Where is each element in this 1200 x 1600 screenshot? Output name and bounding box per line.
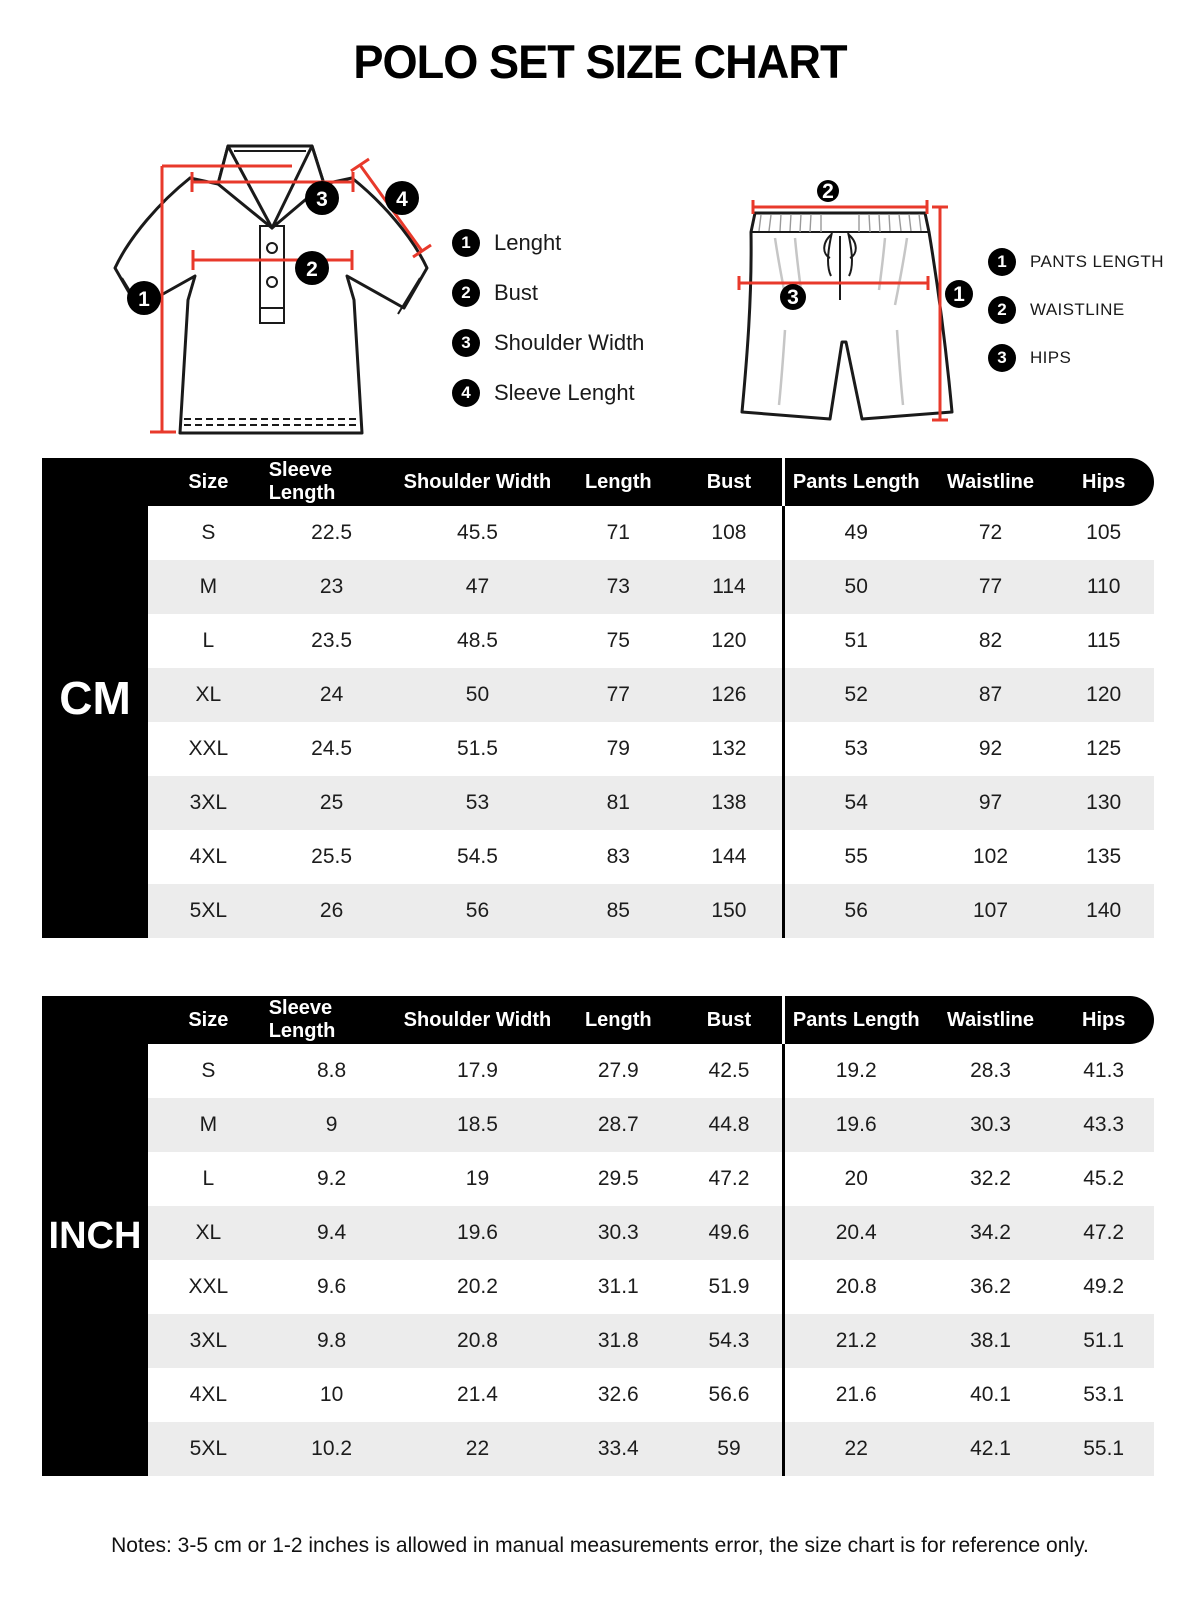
value-cell: 56 xyxy=(782,884,928,938)
table-row xyxy=(148,1368,1154,1422)
value-cell: 85 xyxy=(606,899,630,922)
svg-text:3: 3 xyxy=(787,286,799,309)
value-cell: 108 xyxy=(711,521,747,544)
value-cell: 51.5 xyxy=(457,737,498,760)
table-row xyxy=(148,1314,1154,1368)
value-cell: 23 xyxy=(319,575,344,598)
value-cell: 56 xyxy=(465,899,490,922)
column-header-waistline: Waistline xyxy=(946,1008,1035,1031)
table-row xyxy=(148,830,1154,884)
table-body xyxy=(148,506,1154,938)
value-cell: 28.3 xyxy=(970,1059,1011,1082)
value-cell: 21.4 xyxy=(457,1383,498,1406)
value-cell: 102 xyxy=(972,845,1009,868)
value-cell: 97 xyxy=(978,791,1003,814)
size-table-inch xyxy=(42,996,1154,1476)
value-cell: 115 xyxy=(1086,629,1121,652)
size-cell: 3XL xyxy=(189,791,228,814)
value-cell: 110 xyxy=(1086,575,1121,598)
value-cell: 77 xyxy=(606,683,630,706)
value-cell: 120 xyxy=(1086,683,1122,706)
value-cell: 51.1 xyxy=(1083,1329,1125,1352)
legend-item xyxy=(452,318,644,368)
legend-label: Shoulder Width xyxy=(494,330,645,355)
value-cell: 140 xyxy=(1086,899,1122,922)
size-cell: XL xyxy=(195,683,222,706)
column-header-shoulder-width: Shoulder Width xyxy=(403,470,552,493)
table-header-row xyxy=(42,458,1154,506)
value-cell: 32.6 xyxy=(597,1383,639,1406)
value-cell: 150 xyxy=(711,899,747,922)
size-table-cm xyxy=(42,458,1154,938)
value-cell: 59 xyxy=(717,1437,741,1460)
value-cell: 19.2 xyxy=(782,1044,928,1098)
value-cell: 54.5 xyxy=(457,845,498,868)
value-cell: 19.6 xyxy=(782,1098,928,1152)
column-header-waistline: Waistline xyxy=(946,470,1035,493)
value-cell: 83 xyxy=(606,845,630,868)
badge-1-icon xyxy=(945,280,973,308)
value-cell: 135 xyxy=(1086,845,1122,868)
legend-item xyxy=(988,286,1164,334)
badge-4-icon: 4 xyxy=(452,379,480,407)
column-header-length: Length xyxy=(584,470,652,493)
svg-text:2: 2 xyxy=(306,258,318,281)
value-cell: 18.5 xyxy=(457,1113,498,1136)
column-header-pants-length: Pants Length xyxy=(782,996,928,1044)
value-cell: 52 xyxy=(782,668,928,722)
badge-1-icon xyxy=(127,281,161,315)
size-cell: S xyxy=(201,521,216,544)
table-body xyxy=(148,1044,1154,1476)
svg-text:1: 1 xyxy=(138,288,150,311)
value-cell: 20.8 xyxy=(782,1260,928,1314)
value-cell: 49.6 xyxy=(708,1221,750,1244)
footer-note: Notes: 3-5 cm or 1-2 inches is allowed in manual measurements error, the size chart is for reference only. xyxy=(111,1534,1089,1557)
svg-text:4: 4 xyxy=(396,188,408,211)
value-cell: 23.5 xyxy=(311,629,353,652)
table-row xyxy=(148,776,1154,830)
value-cell: 8.8 xyxy=(316,1059,347,1082)
value-cell: 47 xyxy=(465,575,490,598)
table-row xyxy=(148,1422,1154,1476)
legend-item xyxy=(452,268,644,318)
size-cell: 4XL xyxy=(189,1383,228,1406)
badge-1-icon: 1 xyxy=(988,248,1016,276)
value-cell: 9.8 xyxy=(316,1329,347,1352)
badge-3-icon xyxy=(305,181,339,215)
size-cell: L xyxy=(202,1167,215,1190)
shorts-illustration xyxy=(725,180,975,450)
value-cell: 24.5 xyxy=(311,737,353,760)
column-header-bust: Bust xyxy=(706,1008,752,1031)
table-row xyxy=(148,1098,1154,1152)
value-cell: 20.2 xyxy=(457,1275,498,1298)
table-row xyxy=(148,1206,1154,1260)
value-cell: 28.7 xyxy=(597,1113,639,1136)
badge-3-icon: 3 xyxy=(452,329,480,357)
size-cell: 3XL xyxy=(189,1329,228,1352)
value-cell: 54.3 xyxy=(708,1329,750,1352)
unit-label-inch: INCH xyxy=(42,996,148,1476)
value-cell: 45.5 xyxy=(457,521,498,544)
column-header-size: Size xyxy=(188,470,229,493)
value-cell: 21.6 xyxy=(782,1368,928,1422)
column-header-length: Length xyxy=(584,1008,652,1031)
value-cell: 20.4 xyxy=(782,1206,928,1260)
size-cell: XL xyxy=(195,1221,222,1244)
column-header-bust: Bust xyxy=(706,470,752,493)
value-cell: 56.6 xyxy=(708,1383,750,1406)
value-cell: 21.2 xyxy=(782,1314,928,1368)
value-cell: 45.2 xyxy=(1083,1167,1125,1190)
value-cell: 10.2 xyxy=(311,1437,353,1460)
value-cell: 49.2 xyxy=(1083,1275,1125,1298)
value-cell: 53 xyxy=(465,791,490,814)
legend-label: HIPS xyxy=(1030,348,1072,367)
size-cell: L xyxy=(202,629,215,652)
value-cell: 48.5 xyxy=(457,629,498,652)
value-cell: 44.8 xyxy=(708,1113,750,1136)
value-cell: 120 xyxy=(711,629,747,652)
value-cell: 50 xyxy=(782,560,928,614)
value-cell: 40.1 xyxy=(970,1383,1011,1406)
table-row xyxy=(148,1260,1154,1314)
column-header-pants-length: Pants Length xyxy=(782,458,928,506)
column-header-hips: Hips xyxy=(1082,470,1126,493)
value-cell: 82 xyxy=(978,629,1003,652)
value-cell: 9.4 xyxy=(316,1221,347,1244)
value-cell: 130 xyxy=(1086,791,1122,814)
table-row xyxy=(148,1044,1154,1098)
value-cell: 72 xyxy=(978,521,1003,544)
legend-label: WAISTLINE xyxy=(1030,300,1125,319)
value-cell: 144 xyxy=(711,845,747,868)
size-cell: 4XL xyxy=(189,845,228,868)
value-cell: 77 xyxy=(978,575,1003,598)
value-cell: 53.1 xyxy=(1083,1383,1125,1406)
value-cell: 29.5 xyxy=(597,1167,639,1190)
value-cell: 36.2 xyxy=(970,1275,1011,1298)
value-cell: 9.6 xyxy=(316,1275,347,1298)
badge-2-icon xyxy=(817,180,839,203)
svg-text:1: 1 xyxy=(953,283,965,306)
value-cell: 55.1 xyxy=(1083,1437,1125,1460)
value-cell: 26 xyxy=(319,899,344,922)
svg-text:2: 2 xyxy=(822,180,834,203)
table-row xyxy=(148,722,1154,776)
value-cell: 54 xyxy=(782,776,928,830)
value-cell: 19 xyxy=(465,1167,490,1190)
value-cell: 30.3 xyxy=(597,1221,639,1244)
badge-3-icon xyxy=(780,284,806,310)
size-cell: 5XL xyxy=(189,899,228,922)
shorts-body xyxy=(742,213,952,419)
column-header-sleeve-length: Sleeve Length xyxy=(268,997,336,1042)
value-cell: 55 xyxy=(782,830,928,884)
value-cell: 47.2 xyxy=(708,1167,750,1190)
legend-item xyxy=(988,238,1164,286)
value-cell: 42.1 xyxy=(970,1437,1011,1460)
value-cell: 22 xyxy=(782,1422,928,1476)
table-row xyxy=(148,1152,1154,1206)
value-cell: 41.3 xyxy=(1083,1059,1125,1082)
badge-2-icon: 2 xyxy=(988,296,1016,324)
table-row xyxy=(148,506,1154,560)
value-cell: 51 xyxy=(782,614,928,668)
size-cell: M xyxy=(199,575,218,598)
size-cell: XXL xyxy=(188,1275,229,1298)
value-cell: 20 xyxy=(782,1152,928,1206)
value-cell: 42.5 xyxy=(708,1059,750,1082)
page-title: POLO SET SIZE CHART xyxy=(353,35,847,88)
value-cell: 81 xyxy=(606,791,630,814)
table-row xyxy=(148,668,1154,722)
value-cell: 9.2 xyxy=(316,1167,347,1190)
value-cell: 73 xyxy=(606,575,630,598)
value-cell: 10 xyxy=(319,1383,344,1406)
table-row xyxy=(148,884,1154,938)
legend-label: Bust xyxy=(494,280,539,305)
badge-3-icon: 3 xyxy=(988,344,1016,372)
value-cell: 33.4 xyxy=(597,1437,639,1460)
size-cell: 5XL xyxy=(189,1437,228,1460)
size-cell: S xyxy=(201,1059,216,1082)
badge-2-icon xyxy=(295,251,329,285)
badge-1-icon: 1 xyxy=(452,229,480,257)
value-cell: 22.5 xyxy=(311,521,353,544)
legend-label: PANTS LENGTH xyxy=(1030,252,1164,271)
value-cell: 22 xyxy=(465,1437,490,1460)
value-cell: 107 xyxy=(972,899,1009,922)
size-cell: M xyxy=(199,1113,218,1136)
value-cell: 125 xyxy=(1086,737,1122,760)
value-cell: 71 xyxy=(606,521,630,544)
value-cell: 19.6 xyxy=(457,1221,498,1244)
polo-shirt-illustration xyxy=(100,118,445,450)
svg-text:3: 3 xyxy=(316,188,328,211)
value-cell: 34.2 xyxy=(970,1221,1011,1244)
column-header-hips: Hips xyxy=(1082,1008,1126,1031)
value-cell: 138 xyxy=(711,791,747,814)
table-row xyxy=(148,560,1154,614)
legend-label: Sleeve Lenght xyxy=(494,380,635,405)
shirt-legend xyxy=(452,218,644,418)
value-cell: 43.3 xyxy=(1083,1113,1125,1136)
column-header-size: Size xyxy=(188,1008,229,1031)
value-cell: 31.1 xyxy=(597,1275,639,1298)
value-cell: 38.1 xyxy=(970,1329,1011,1352)
value-cell: 49 xyxy=(782,506,928,560)
value-cell: 9 xyxy=(325,1113,338,1136)
table-header-row xyxy=(42,996,1154,1044)
value-cell: 47.2 xyxy=(1083,1221,1125,1244)
value-cell: 51.9 xyxy=(708,1275,750,1298)
value-cell: 24 xyxy=(319,683,344,706)
value-cell: 50 xyxy=(465,683,490,706)
value-cell: 20.8 xyxy=(457,1329,498,1352)
column-header-shoulder-width: Shoulder Width xyxy=(403,1008,552,1031)
value-cell: 126 xyxy=(711,683,747,706)
value-cell: 32.2 xyxy=(970,1167,1011,1190)
legend-item xyxy=(452,368,644,418)
value-cell: 30.3 xyxy=(970,1113,1011,1136)
legend-label: Lenght xyxy=(494,230,562,255)
legend-item xyxy=(452,218,644,268)
value-cell: 132 xyxy=(711,737,747,760)
value-cell: 75 xyxy=(606,629,630,652)
value-cell: 92 xyxy=(978,737,1003,760)
column-header-sleeve-length: Sleeve Length xyxy=(268,459,336,504)
value-cell: 79 xyxy=(606,737,630,760)
value-cell: 53 xyxy=(782,722,928,776)
value-cell: 114 xyxy=(712,575,746,598)
value-cell: 31.8 xyxy=(597,1329,639,1352)
legend-item xyxy=(988,334,1164,382)
badge-4-icon xyxy=(385,181,419,215)
badge-2-icon: 2 xyxy=(452,279,480,307)
value-cell: 27.9 xyxy=(597,1059,639,1082)
value-cell: 17.9 xyxy=(457,1059,498,1082)
shorts-legend xyxy=(988,238,1164,382)
table-row xyxy=(148,614,1154,668)
value-cell: 87 xyxy=(978,683,1003,706)
unit-label-cm: CM xyxy=(42,458,148,938)
value-cell: 25.5 xyxy=(311,845,353,868)
value-cell: 25 xyxy=(319,791,344,814)
value-cell: 105 xyxy=(1086,521,1122,544)
size-cell: XXL xyxy=(188,737,229,760)
